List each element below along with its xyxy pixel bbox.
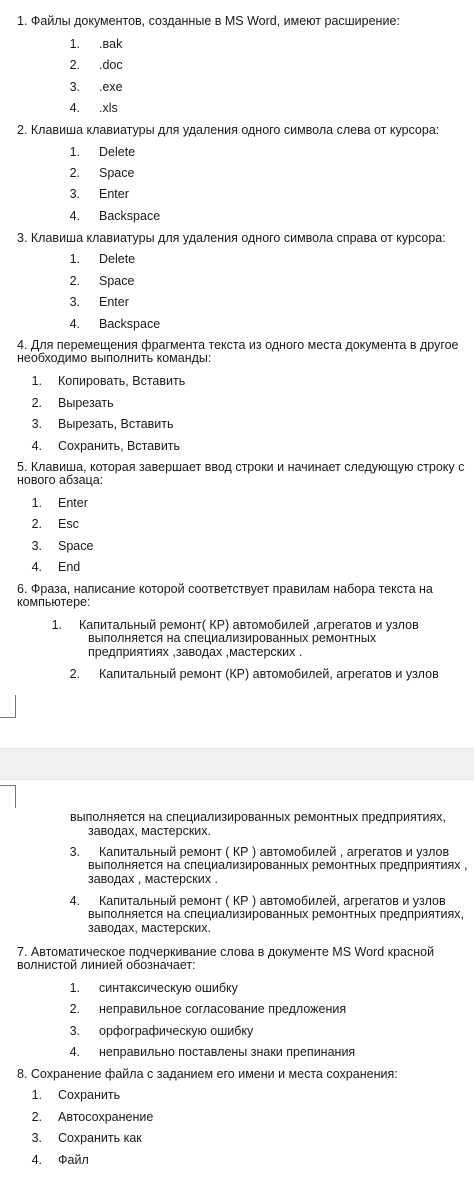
q5-option-4: End [58,560,81,574]
q4-option-number: 4. [31,439,42,453]
q5-option-number: 4. [31,560,42,574]
q2-option-3: Enter [99,187,129,201]
q2-option-number: 4. [69,209,80,223]
q7-option-number: 1. [69,981,80,995]
q8-option-number: 2. [31,1110,42,1124]
q6-option-number: 1. [51,618,62,632]
q6-option-1-line-3: предприятиях ,заводах ,мастерских . [88,645,303,659]
q6-option-2-line-2: выполняется на специализированных ремонтных предприятиях, [70,810,446,824]
q6-option-number: 4. [69,894,80,908]
q6-option-4-line-2: выполняется на специализированных ремонтных предприятиях, [88,907,464,921]
q7-option-number: 3. [69,1024,80,1038]
q4-option-4: Сохранить, Вставить [58,439,181,453]
question-7-title-cont: волнистой линией обозначает: [17,958,196,972]
question-5-title: 5. Клавиша, которая завершает ввод строки и начинает следующую строку с [17,460,465,474]
question-8-title: 8. Сохранение файла с заданием его имени и места сохранения: [17,1067,398,1081]
q3-option-3: Enter [99,295,129,309]
q8-option-number: 4. [31,1153,42,1167]
q3-option-number: 1. [69,252,80,266]
q4-option-1: Копировать, Вставить [58,374,186,388]
q5-option-number: 2. [31,517,42,531]
q3-option-number: 2. [69,274,80,288]
q8-option-number: 1. [31,1088,42,1102]
q6-option-1-line-2: выполняется на специализированных ремонтных [88,631,377,645]
q2-option-1: Delete [99,145,136,159]
q2-option-4: Backspace [99,209,161,223]
q7-option-number: 4. [69,1045,80,1059]
question-7-title: 7. Автоматическое подчеркивание слова в документе MS Word красной [17,945,435,959]
q6-option-1-line-1: Капитальный ремонт( КР) автомобилей ,агрегатов и узлов [79,618,419,632]
q8-option-number: 3. [31,1131,42,1145]
page-corner-mark [0,785,16,808]
q2-option-number: 2. [69,166,80,180]
q4-option-number: 2. [31,396,42,410]
q8-option-1: Сохранить [58,1088,121,1102]
question-2-title: 2. Клавиша клавиатуры для удаления одного символа слева от курсора: [17,123,440,137]
q7-option-2: неправильное согласование предложения [99,1002,347,1016]
q2-option-2: Space [99,166,135,180]
q7-option-4: неправильно поставлены знаки препинания [99,1045,356,1059]
q1-option-number: 4. [69,101,80,115]
q6-option-number: 2. [69,667,80,681]
q4-option-2: Вырезать [58,396,114,410]
q8-option-2: Автосохранение [58,1110,154,1124]
q6-option-4-line-1: Капитальный ремонт ( КР ) автомобилей, агрегатов и узлов [99,894,446,908]
question-6-title-cont: компьютере: [17,595,91,609]
q1-option-number: 1. [69,37,80,51]
question-1-title: 1. Файлы документов, созданные в MS Word, имеют расширение: [17,14,400,28]
q3-option-2: Space [99,274,135,288]
q6-option-3-line-2: выполняется на специализированных ремонтных предприятиях , [88,858,468,872]
q3-option-1: Delete [99,252,136,266]
q6-option-3-line-1: Капитальный ремонт ( КР ) автомобилей , агрегатов и узлов [99,845,450,859]
q3-option-number: 3. [69,295,80,309]
page-corner-mark [0,695,16,718]
q6-option-2-line-1: Капитальный ремонт (КР) автомобилей, агрегатов и узлов [99,667,439,681]
q8-option-4: Файл [58,1153,89,1167]
question-5-title-cont: нового абзаца: [17,473,104,487]
q1-option-2: .doc [99,58,123,72]
q1-option-number: 3. [69,80,80,94]
q7-option-3: орфографическую ошибку [99,1024,254,1038]
q5-option-number: 3. [31,539,42,553]
q1-option-number: 2. [69,58,80,72]
q5-option-number: 1. [31,496,42,510]
question-6-title: 6. Фраза, написание которой соответствует правилам набора текста на [17,582,433,596]
q1-option-3: .exe [99,80,123,94]
q6-option-3-line-3: заводах , мастерских . [88,872,218,886]
q8-option-3: Сохранить как [58,1131,142,1145]
q5-option-3: Space [58,539,94,553]
page-break [0,748,474,780]
q5-option-1: Enter [58,496,88,510]
q2-option-number: 3. [69,187,80,201]
question-4-title: 4. Для перемещения фрагмента текста из одного места документа в другое [17,338,459,352]
q7-option-number: 2. [69,1002,80,1016]
question-3-title: 3. Клавиша клавиатуры для удаления одного символа справа от курсора: [17,231,446,245]
q4-option-number: 3. [31,417,42,431]
q6-option-4-line-3: заводах, мастерских. [88,921,212,935]
q4-option-number: 1. [31,374,42,388]
q3-option-4: Backspace [99,317,161,331]
q1-option-4: .xls [99,101,118,115]
q3-option-number: 4. [69,317,80,331]
q2-option-number: 1. [69,145,80,159]
q4-option-3: Вырезать, Вставить [58,417,174,431]
q7-option-1: синтаксическую ошибку [99,981,238,995]
q6-option-number: 3. [69,845,80,859]
q5-option-2: Esc [58,517,79,531]
q1-option-1: .вak [99,37,123,51]
q6-option-2-line-3: заводах, мастерских. [88,824,212,838]
question-4-title-cont: необходимо выполнить команды: [17,351,212,365]
